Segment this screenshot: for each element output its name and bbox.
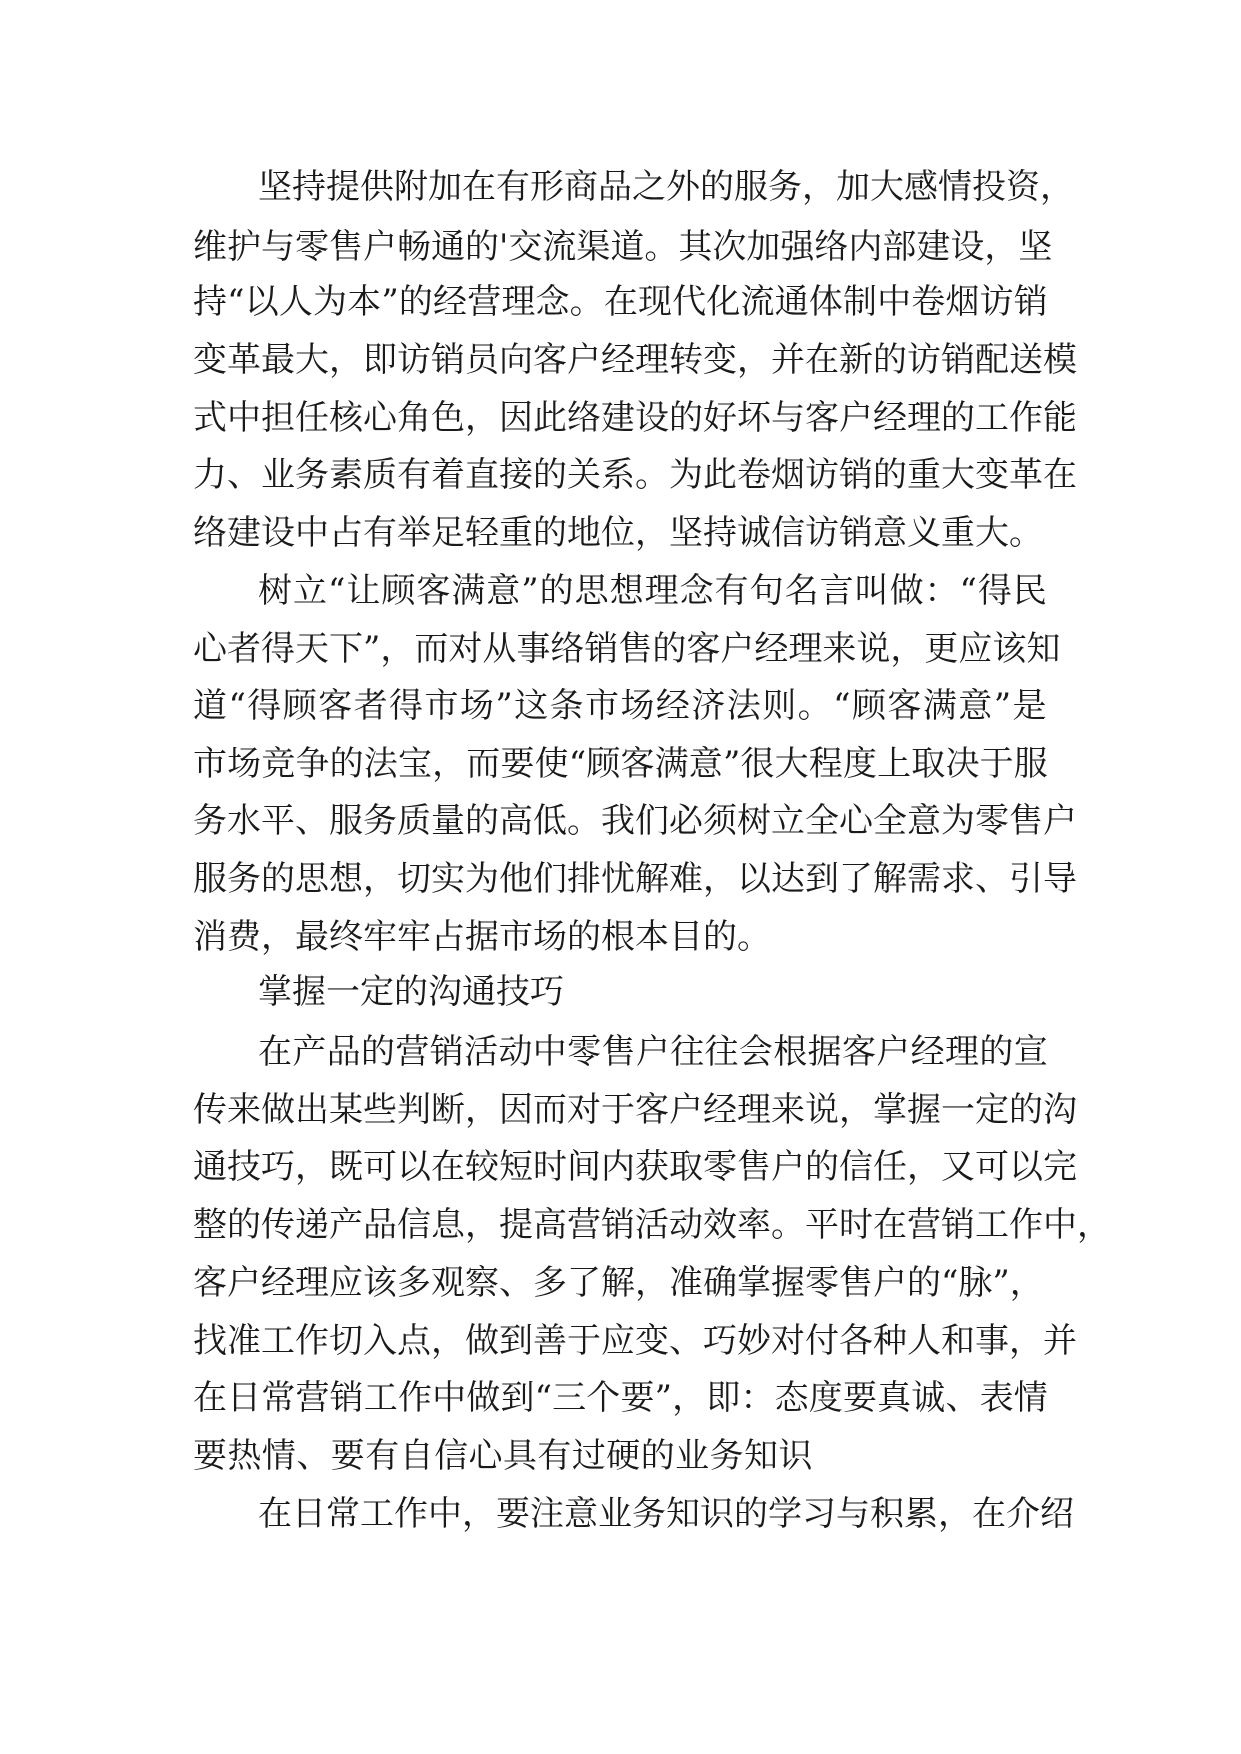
text-line: 市场竞争的法宝，而要使“顾客满意”很大程度上取决于服 <box>193 744 1048 784</box>
text-line: 要热情、要有自信心具有过硬的业务知识 <box>193 1436 813 1476</box>
text-line: 树立“让顾客满意”的思想理念有句名言叫做：“得民 <box>258 571 1048 611</box>
text-line: 维护与零售户畅通的'交流渠道。其次加强络内部建设，坚 <box>193 227 1053 267</box>
text-line: 道“得顾客者得市场”这条市场经济法则。“顾客满意”是 <box>193 686 1048 726</box>
text-line: 力、业务素质有着直接的关系。为此卷烟访销的重大变革在 <box>193 455 1077 495</box>
text-line: 找准工作切入点，做到善于应变、巧妙对付各种人和事，并 <box>193 1321 1077 1361</box>
text-line: 式中担任核心角色，因此络建设的好坏与客户经理的工作能 <box>193 398 1077 438</box>
text-line: 整的传递产品信息，提高营销活动效率。平时在营销工作中， <box>193 1205 1111 1245</box>
text-line: 务水平、服务质量的高低。我们必须树立全心全意为零售户 <box>193 801 1077 841</box>
text-line: 在日常营销工作中做到“三个要”，即：态度要真诚、表情 <box>193 1378 1048 1418</box>
text-line: 通技巧，既可以在较短时间内获取零售户的信任，又可以完 <box>193 1147 1077 1187</box>
text-line: 心者得天下”，而对从事络销售的客户经理来说，更应该知 <box>193 629 1061 669</box>
text-line: 服务的思想，切实为他们排忧解难，以达到了解需求、引导 <box>193 859 1077 899</box>
section-heading: 掌握一定的沟通技巧 <box>258 972 564 1012</box>
text-line: 客户经理应该多观察、多了解，准确掌握零售户的“脉”， <box>193 1263 1044 1303</box>
text-line: 坚持提供附加在有形商品之外的服务，加大感情投资， <box>258 167 1074 207</box>
text-line: 传来做出某些判断，因而对于客户经理来说，掌握一定的沟 <box>193 1090 1077 1130</box>
text-line: 持“以人为本”的经营理念。在现代化流通体制中卷烟访销 <box>193 282 1048 322</box>
text-line: 在日常工作中，要注意业务知识的学习与积累，在介绍 <box>258 1494 1074 1534</box>
text-line: 络建设中占有举足轻重的地位，坚持诚信访销意义重大。 <box>193 513 1043 553</box>
text-line: 变革最大，即访销员向客户经理转变，并在新的访销配送模 <box>193 340 1077 380</box>
text-line: 在产品的营销活动中零售户往往会根据客户经理的宣 <box>258 1032 1049 1072</box>
text-line: 消费，最终牢牢占据市场的根本目的。 <box>193 917 771 957</box>
